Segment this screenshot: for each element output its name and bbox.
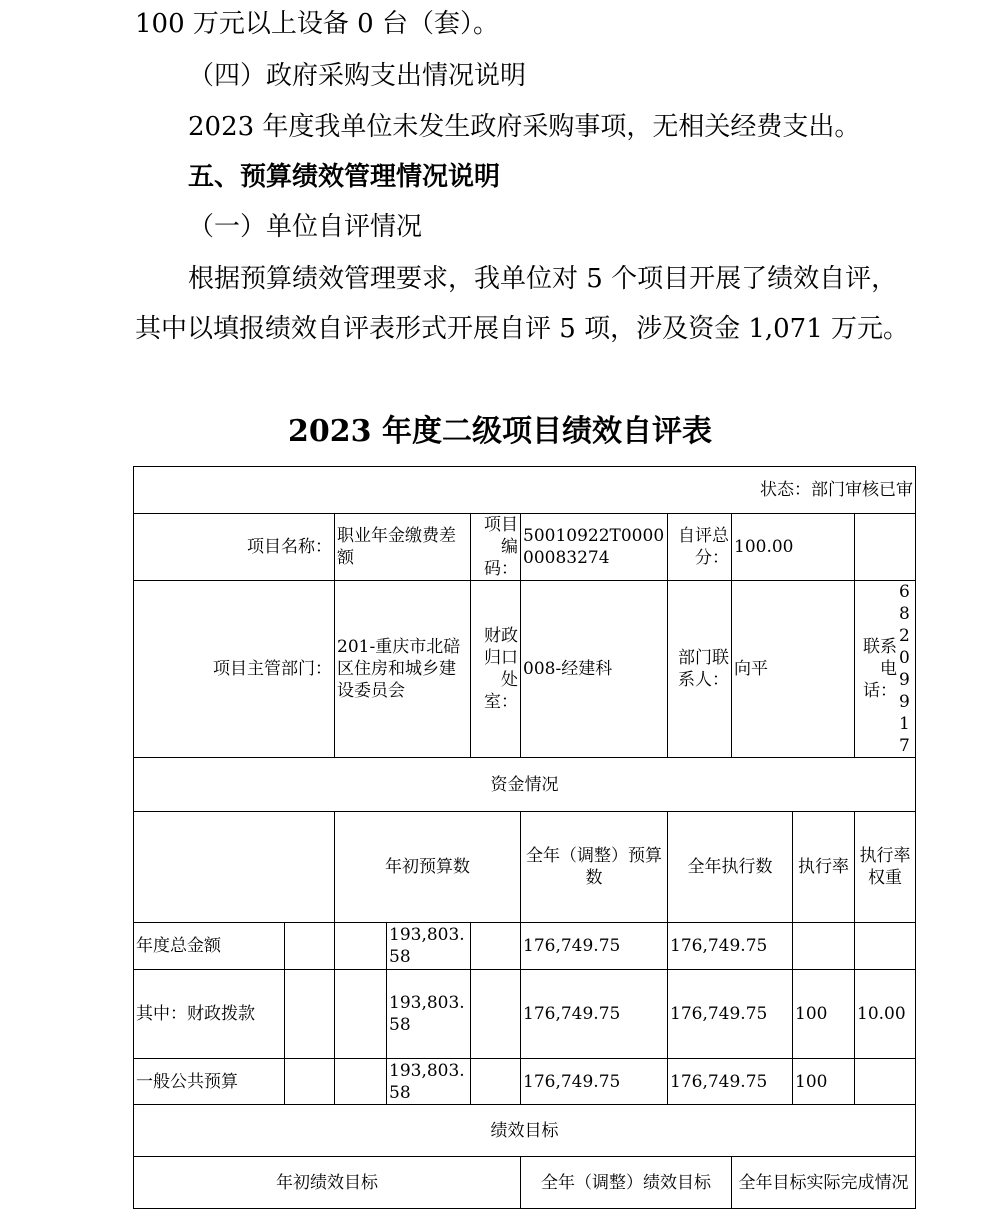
body-line: 100 万元以上设备 0 台（套）。 xyxy=(135,9,499,39)
cell-weight xyxy=(855,1059,916,1105)
col-adjusted: 全年（调整）预算数 xyxy=(521,812,668,923)
phone-value: 68209917 xyxy=(899,582,910,756)
funds-heading: 资金情况 xyxy=(134,758,916,812)
cell-rate: 100 xyxy=(793,1059,855,1105)
cell-rate: 100 xyxy=(793,970,855,1059)
body-line: 根据预算绩效管理要求，我单位对 5 个项目开展了绩效自评， xyxy=(188,264,898,294)
contact-label: 部门联系人： xyxy=(668,581,732,758)
perf-adjusted: 全年（调整）绩效目标 xyxy=(521,1157,732,1209)
cell-initial: 193,803.58 xyxy=(387,970,471,1059)
contact-value: 向平 xyxy=(732,581,855,758)
finance-office-label: 财政归口处室： xyxy=(471,581,521,758)
project-code-label: 项目编码： xyxy=(471,514,521,581)
table-title: 2023 年度二级项目绩效自评表 xyxy=(288,414,712,449)
body-line: 其中以填报绩效自评表形式开展自评 5 项，涉及资金 1,071 万元。 xyxy=(135,314,910,344)
perf-actual: 全年目标实际完成情况 xyxy=(732,1157,916,1209)
row-label: 年度总金额 xyxy=(134,923,285,970)
row-label: 一般公共预算 xyxy=(134,1059,285,1105)
score-value: 100.00 xyxy=(732,514,855,581)
phone-cell xyxy=(855,581,916,758)
project-name: 职业年金缴费差额 xyxy=(335,514,471,581)
col-weight: 执行率权重 xyxy=(855,812,916,923)
project-code: 50010922T000000083274 xyxy=(521,514,668,581)
section-heading: （一）单位自评情况 xyxy=(188,212,423,242)
status-label: 状态：部门审核已审 xyxy=(134,467,916,514)
performance-table xyxy=(133,466,916,1209)
cell-executed: 176,749.75 xyxy=(668,1059,793,1105)
section-heading: 五、预算绩效管理情况说明 xyxy=(188,162,501,192)
cell-rate xyxy=(793,923,855,970)
dept-value: 201-重庆市北碚区住房和城乡建设委员会 xyxy=(335,581,471,758)
project-name-label: 项目名称： xyxy=(134,514,335,581)
cell-executed: 176,749.75 xyxy=(668,970,793,1059)
col-initial: 年初预算数 xyxy=(335,812,521,923)
cell-initial: 193,803.58 xyxy=(387,1059,471,1105)
dept-label: 项目主管部门： xyxy=(134,581,335,758)
perf-heading: 绩效目标 xyxy=(134,1105,916,1157)
cell-adjusted: 176,749.75 xyxy=(521,923,668,970)
cell-initial: 193,803.58 xyxy=(387,923,471,970)
cell-adjusted: 176,749.75 xyxy=(521,1059,668,1105)
col-rate: 执行率 xyxy=(793,812,855,923)
col-executed: 全年执行数 xyxy=(668,812,793,923)
score-label: 自评总分： xyxy=(668,514,732,581)
perf-initial: 年初绩效目标 xyxy=(134,1157,521,1209)
cell-executed: 176,749.75 xyxy=(668,923,793,970)
body-line: 2023 年度我单位未发生政府采购事项，无相关经费支出。 xyxy=(188,112,861,142)
row-label: 其中：财政拨款 xyxy=(134,970,285,1059)
cell-adjusted: 176,749.75 xyxy=(521,970,668,1059)
phone-label: 联系电话： xyxy=(863,637,897,701)
section-heading: （四）政府采购支出情况说明 xyxy=(188,61,527,91)
finance-office-value: 008-经建科 xyxy=(521,581,668,758)
cell-weight: 10.00 xyxy=(855,970,916,1059)
cell-weight xyxy=(855,923,916,970)
